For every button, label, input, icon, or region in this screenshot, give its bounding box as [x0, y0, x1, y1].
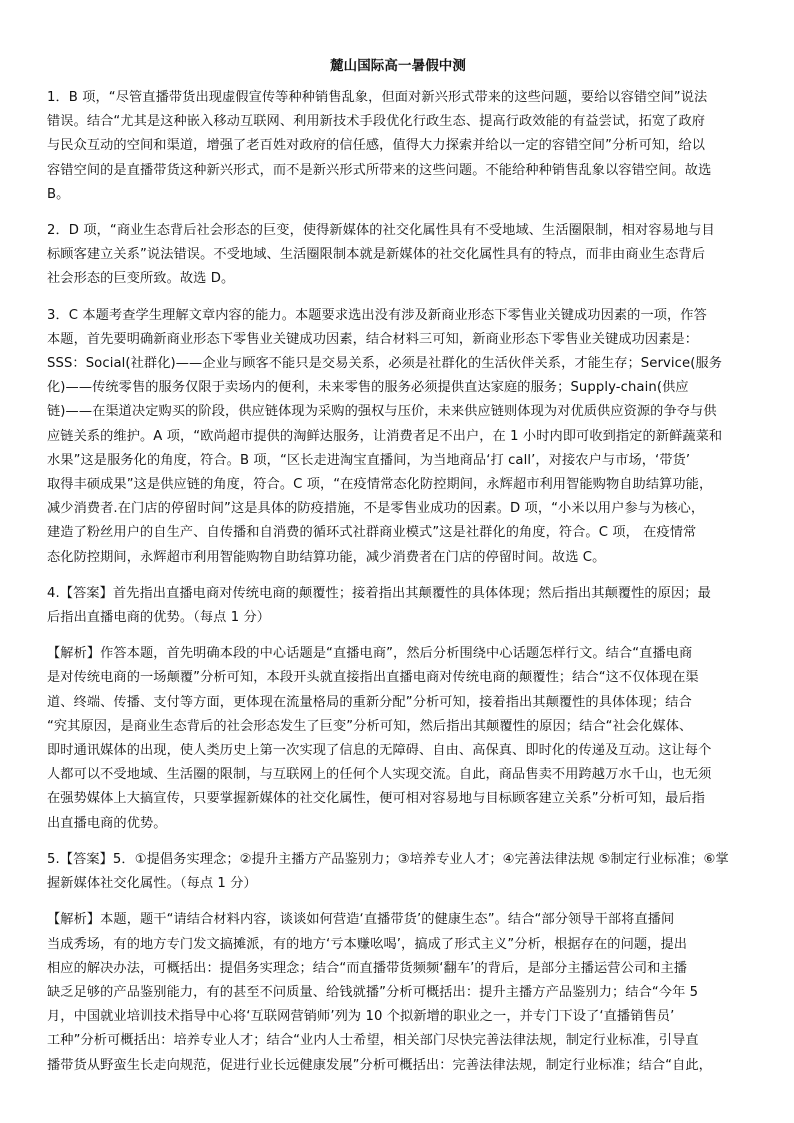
- paragraph-line: 5.【答案】5．①提倡务实理念；②提升主播方产品鉴别力；③培养专业人才；④完善法律法规 ⑤制定行业标准；⑥掌: [47, 851, 729, 867]
- document-body: [47, 86, 749, 1078]
- paragraph-q3: [47, 304, 749, 570]
- paragraph-line: 人都可以不受地域、生活圈的限制，与互联网上的任何个人实现交流。自此，商品售卖不用跨越万水千山，也无须: [47, 767, 712, 783]
- paragraph-line: 应链关系的维护。A 项，“欧尚超市提供的淘鲜达服务，让消费者足不出户，在 1 小时内即可收到指定的新鲜蔬菜和: [47, 428, 723, 444]
- paragraph-line: 链)——在渠道决定购买的阶段，供应链体现为采购的强权与压价，未来供应链则体现为对优质供应资源的争夺与供: [47, 404, 717, 420]
- paragraph-line: 与民众互动的空间和渠道，增强了老百姓对政府的信任感，值得大力探索并给以一定的容错空间”分析可知，给以: [47, 138, 706, 154]
- paragraph-line: 1．B 项，“尽管直播带货出现虚假宣传等种种销售乱象，但面对新兴形式带来的这些问题，要给以容错空间”说法: [47, 90, 708, 105]
- paragraph-line: 即时通讯媒体的出现，使人类历史上第一次实现了信息的无障碍、自由、高保真、即时化的传递及互动。这让每个: [47, 743, 712, 759]
- paragraph-line: SSS：Social(社群化)——企业与顾客不能只是交易关系，必须是社群化的生活伙伴关系，才能生存；Service(服务: [47, 356, 723, 372]
- paragraph-q4-analysis: [47, 642, 749, 836]
- paragraph-q5-analysis: [47, 908, 749, 1077]
- paragraph-line: 是对传统电商的一场颠覆”分析可知，本段开头就直接指出直播电商对传统电商的颠覆性；结合“这不仅体现在渠: [47, 670, 699, 686]
- paragraph-q5-answer: [47, 848, 749, 896]
- paragraph-line: 减少消费者.在门店的停留时间”这是具体的防疫措施，不是零售业成功的因素。D 项，“小米以用户参与为核心，: [47, 501, 705, 517]
- paragraph-line: 标顾客建立关系”说法错误。不受地域、生活圈限制本就是新媒体的社交化属性具有的特点，而非由商业生态背后: [47, 247, 706, 263]
- paragraph-line: 缺乏足够的产品鉴别能力，有的甚至不问质量、给钱就播”分析可概括出：提升主播方产品鉴别力；结合“今年 5: [47, 984, 699, 1000]
- paragraph-line: 道、终端、传播、支付等方面，更体现在流量格局的重新分配”分析可知，接着指出其颠覆性的具体体现；结合: [47, 694, 692, 710]
- page-title: 麓山国际高一暑假中测: [330, 58, 466, 74]
- paragraph-line: 社会形态的巨变所致。故选 D。: [47, 271, 235, 287]
- paragraph-line: B。: [47, 186, 70, 202]
- paragraph-q2: [47, 219, 749, 292]
- paragraph-line: 在强势媒体上大搞宣传，只要掌握新媒体的社交化属性，便可相对容易地与目标顾客建立关系”分析可知，最后指: [47, 791, 706, 807]
- paragraph-line: 相应的解决办法，可概括出：提倡务实理念；结合“而直播带货频频‘翻车’的背后，是部分主播运营公司和主播: [47, 960, 688, 976]
- paragraph-q4-answer: [47, 582, 749, 630]
- paragraph-line: 出直播电商的优势。: [47, 815, 167, 831]
- paragraph-line: 错误。结合“尤其是这种嵌入移动互联网、利用新技术手段优化行政生态、提高行政效能的有益尝试，拓宽了政府: [47, 114, 706, 130]
- paragraph-line: 取得丰硕成果”这是供应链的角度，符合。C 项，“在疫情常态化防控期间，永辉超市利用智能购物自助结算功能，: [47, 477, 713, 493]
- paragraph-line: “究其原因，是商业生态背后的社会形态发生了巨变”分析可知，然后指出其颠覆性的原因；结合“社会化媒体、: [47, 718, 693, 734]
- paragraph-line: 3．C 本题考查学生理解文章内容的能力。本题要求选出没有涉及新商业形态下零售业关键成功因素的一项，作答: [47, 307, 707, 323]
- paragraph-line: 当成秀场，有的地方专门发文搞摊派，有的地方‘亏本赚吆喝’，搞成了形式主义”分析，根据存在的问题，提出: [47, 936, 688, 952]
- paragraph-line: 播带货从野蛮生长走向规范，促进行业长远健康发展”分析可概括出：完善法律法规，制定行业标准；结合“自此，: [47, 1057, 712, 1073]
- paragraph-line: 握新媒体社交化属性。（每点 1 分）: [47, 876, 257, 892]
- paragraph-line: 4.【答案】首先指出直播电商对传统电商的颠覆性；接着指出其颠覆性的具体体现；然后指出其颠覆性的原因；最: [47, 585, 711, 601]
- paragraph-line: 本题，首先要明确新商业形态下零售业关键成功因素，结合材料三可知，新商业形态下零售业关键成功因素是：: [47, 331, 699, 347]
- paragraph-line: 态化防控期间，永辉超市利用智能购物自助结算功能，减少消费者在门店的停留时间。故选 C。: [47, 549, 606, 565]
- paragraph-line: 容错空间的是直播带货这种新兴形式，而不是新兴形式所带来的这些问题。不能给种种销售乱象以容错空间。故选: [47, 162, 712, 178]
- paragraph-line: 后指出直播电商的优势。（每点 1 分）: [47, 610, 271, 626]
- paragraph-line: 月，中国就业培训技术指导中心将‘互联网营销师’列为 10 个拟新增的职业之一，并专门下设了‘直播销售员’: [47, 1009, 675, 1025]
- paragraph-q1: [47, 86, 749, 207]
- paragraph-line: 建造了粉丝用户的自生产、自传播和自消费的循环式社群商业模式”这是社群化的角度，符合。C 项， 在疫情常: [47, 525, 697, 541]
- paragraph-line: 工种”分析可概括出：培养专业人才；结合“业内人士希望，相关部门尽快完善法律法规，制定行业标准，引导直: [47, 1033, 699, 1049]
- paragraph-line: 水果”这是服务化的角度，符合。B 项，“区长走进淘宝直播间，为当地商品‘打 call’，对接农户与市场，‘带货’: [47, 452, 691, 468]
- paragraph-line: 【解析】作答本题，首先明确本段的中心话题是“直播电商”，然后分析围绕中心话题怎样行文。结合“直播电商: [47, 646, 693, 662]
- paragraph-line: 化)——传统零售的服务仅限于卖场内的便利，未来零售的服务必须提供直达家庭的服务；Supply-chain(供应: [47, 380, 689, 396]
- paragraph-line: 【解析】本题，题干“请结合材料内容，谈谈如何营造‘直播带货’的健康生态”。结合“部分领导干部将直播间: [47, 912, 675, 928]
- paragraph-line: 2．D 项，“商业生态背后社会形态的巨变，使得新媒体的社交化属性具有不受地域、生活圈限制，相对容易地与目: [47, 223, 715, 239]
